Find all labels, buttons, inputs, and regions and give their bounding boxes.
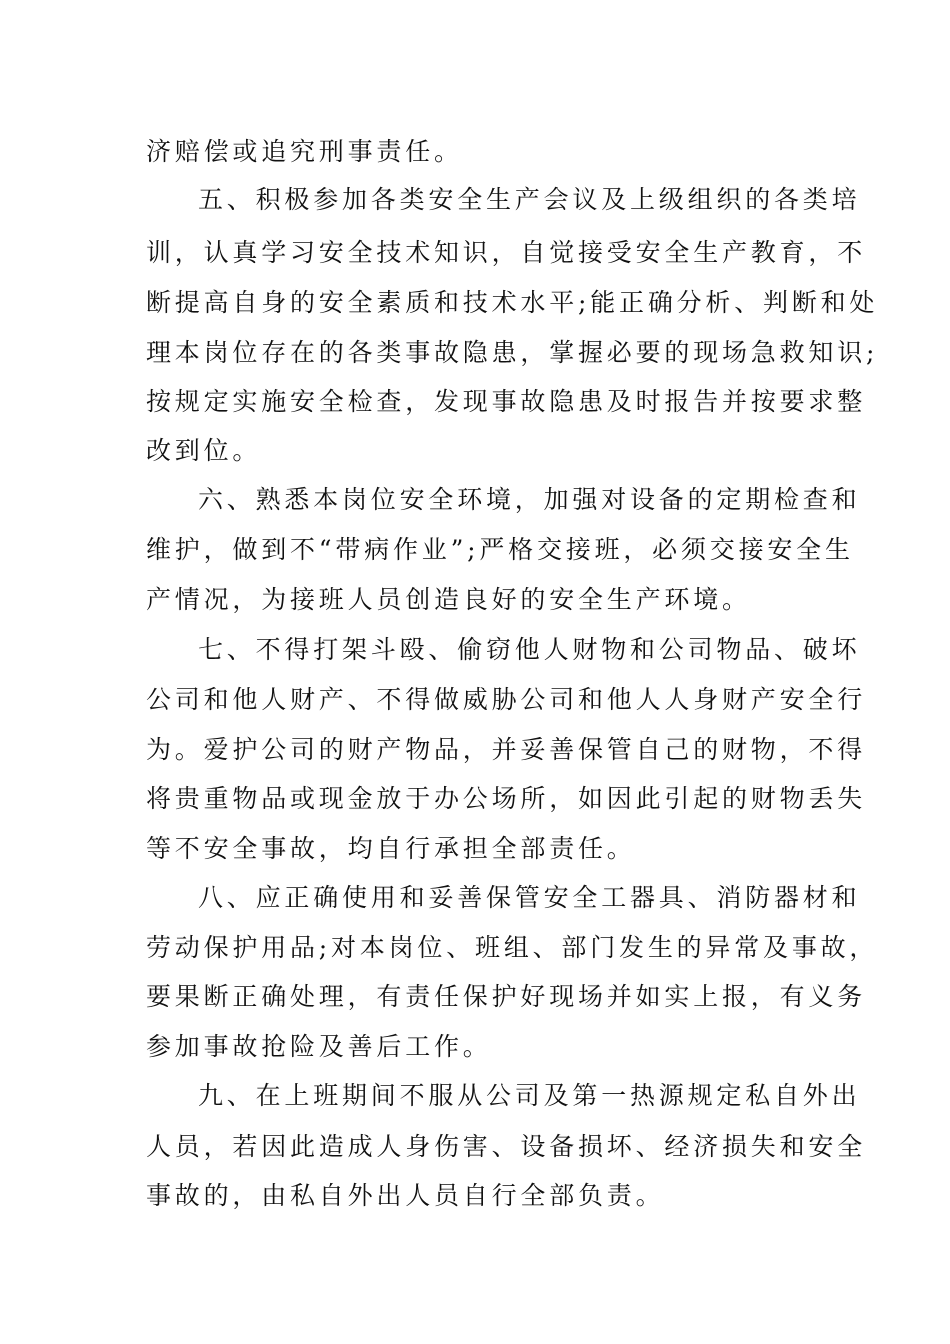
paragraph-line: 维护，做到不“带病作业”;严格交接班，必须交接安全生 xyxy=(146,535,854,564)
paragraph-line: 九、在上班期间不服从公司及第一热源规定私自外出 xyxy=(198,1081,861,1110)
paragraph-line: 断提高自身的安全素质和技术水平;能正确分析、判断和处 xyxy=(146,288,879,317)
paragraph-line: 公司和他人财产、不得做威胁公司和他人人身财产安全行 xyxy=(146,685,867,714)
paragraph-line: 产情况，为接班人员创造良好的安全生产环境。 xyxy=(146,585,751,614)
paragraph-line: 按规定实施安全检查，发现事故隐患及时报告并按要求整 xyxy=(146,387,867,416)
paragraph-line: 七、不得打架斗殴、偷窃他人财物和公司物品、破坏 xyxy=(198,635,861,664)
paragraph-line: 六、熟悉本岗位安全环境，加强对设备的定期检查和 xyxy=(198,485,861,514)
paragraph-line: 劳动保护用品;对本岗位、班组、部门发生的异常及事故， xyxy=(146,933,879,962)
paragraph-line: 人员，若因此造成人身伤害、设备损坏、经济损失和安全 xyxy=(146,1132,867,1161)
paragraph-line: 训，认真学习安全技术知识，自觉接受安全生产教育，不 xyxy=(146,238,867,267)
paragraph-line: 改到位。 xyxy=(146,436,262,465)
paragraph-line: 参加事故抢险及善后工作。 xyxy=(146,1032,492,1061)
paragraph-line: 事故的，由私自外出人员自行全部负责。 xyxy=(146,1181,665,1210)
paragraph-line: 五、积极参加各类安全生产会议及上级组织的各类培 xyxy=(198,185,861,214)
paragraph-line: 济赔偿或追究刑事责任。 xyxy=(146,137,463,166)
paragraph-line: 等不安全事故，均自行承担全部责任。 xyxy=(146,834,636,863)
paragraph-line: 为。爱护公司的财产物品，并妥善保管自己的财物，不得 xyxy=(146,735,867,764)
paragraph-line: 八、应正确使用和妥善保管安全工器具、消防器材和 xyxy=(198,883,861,912)
paragraph-line: 理本岗位存在的各类事故隐患，掌握必要的现场急救知识; xyxy=(146,338,879,367)
paragraph-line: 要果断正确处理，有责任保护好现场并如实上报，有义务 xyxy=(146,982,867,1011)
paragraph-line: 将贵重物品或现金放于办公场所，如因此引起的财物丢失 xyxy=(146,784,867,813)
